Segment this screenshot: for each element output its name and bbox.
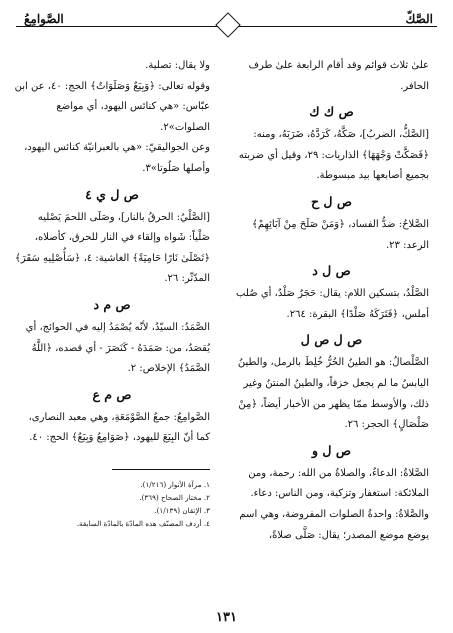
left-column-body bbox=[14, 56, 210, 449]
root-heading: ص ل ح bbox=[311, 193, 352, 209]
footnote: ٤. أردف المصنّف هذه المادّة بالمادّة السابقة. bbox=[76, 518, 210, 528]
entry-paragraph: ولا يقال: تصلية. bbox=[145, 60, 210, 71]
entry-paragraph: الصَّلْدُ، بتسكين اللام: يقال: حَجَرٌ صَلْدٌ، أي صُلب أملس، ﴿فَتَرَكَهُ صَلْدًا﴾ البقرة: ٢٦٤. bbox=[236, 288, 429, 320]
footnotes bbox=[14, 478, 210, 530]
right-column bbox=[234, 56, 429, 546]
entry-paragraph: وعن الجواليقيّ: «هي بالعبرانيّة كنائس اليهود، وأصلها صَلُوتا»٣. bbox=[24, 142, 210, 174]
entry-paragraph: [الصَّكُّ، الضربُ]، صَكَّهُ، كَرَدَّهُ، ضَرَبَهُ، ومنه: ﴿فَصَكَّتْ وَجْهَهَا﴾ الذاريات: ٢٩، وقيل أي ضربته بجميع أصابعها بيد مبسوطة. bbox=[238, 129, 429, 182]
entry-paragraph: الصَّلْصالُ: هو الطينُ الحُرُّ خُلِطَ بالرمل، والطينُ اليابسُ ما لم يجعل خزفاً، والطينُ المنتنُ وغير ذلك، والأوسط ممّا يظهر من الأخبار أيضاً، ﴿مِنْ صَلْصَالٍ﴾ الحجر: ٢٦. bbox=[237, 357, 429, 431]
header-left-title: الصَّوامِعُ bbox=[24, 12, 64, 26]
entry-paragraph: الصَّلاةُ: الدعاءُ، والصلاةُ من الله: رحمة، ومن الملائكة: استغفار وتزكية، ومن الناس: دعاء. bbox=[248, 467, 429, 500]
footnote: ١. مرآة الأنوار (١/٢١٦). bbox=[140, 479, 210, 489]
diamond-ornament-icon bbox=[215, 12, 240, 37]
root-heading: ص م د bbox=[93, 296, 131, 312]
root-heading: ص م ع bbox=[92, 386, 132, 402]
root-heading: ص ل د bbox=[312, 263, 351, 279]
entry-paragraph: والصَّلاةُ: واحدةُ الصلوات المفروضة، وهي اسم يوضع موضع المصدر؛ يقال: صَلَّى صلاةً، bbox=[239, 508, 429, 541]
left-column bbox=[14, 56, 210, 530]
footnote: ٣. الإتقان (١/١٣٩). bbox=[154, 505, 210, 515]
entry-paragraph: علىٰ ثلاث قوائم وقد أقام الرابعة علىٰ طرف الحافر. bbox=[248, 60, 429, 92]
footnote: ٢. مختار الصحاح (٣٦٩). bbox=[139, 492, 210, 502]
page-header bbox=[16, 8, 437, 32]
entry-paragraph: الصَّوامِعُ: جمعُ الصَّوْمَعَةِ، وهي معبد النصارى، كما أنّ البِيَعَ لليهود، ﴿صَوَامِعُ وَبِيَعٌ﴾ الحج: ٤٠. bbox=[28, 411, 210, 444]
root-heading: ص ك ك bbox=[309, 104, 354, 120]
entry-paragraph: وقوله تعالى: ﴿وَبِيَعٌ وَصَلَوَاتٌ﴾ الحج: ٤٠، عن ابن عبّاس: «هي كنائس اليهود، أي مواضع الصلوات»٢. bbox=[14, 80, 210, 133]
entry-paragraph: [الصَّلْيُ: الحرقُ بالنار]، وصَلَى اللحمَ يَصْليه صَلْياً: شَواه وإلقاء في النار للحرق، كأصلاه، ﴿تَصْلَىٰ نَارًا حَامِيَةً﴾ الغاشية: ٤، ﴿سَأُصْلِيهِ سَقَرَ﴾ المدّثّر: ٢٦. bbox=[14, 211, 210, 285]
footnote-rule bbox=[112, 469, 210, 470]
header-right-title: الصَّكّ bbox=[405, 12, 433, 26]
root-heading: ص ل و bbox=[312, 442, 351, 458]
root-heading: ص ل ي ٤ bbox=[85, 186, 139, 202]
entry-paragraph: الصَّلاحُ: ضدُّ الفساد، ﴿وَمَنْ صَلَحَ مِنْ آبَائِهِمْ﴾ الرعد: ٢٣. bbox=[251, 218, 429, 251]
entry-paragraph: الصَّمَدُ: السيّدُ، لأنّه يُصْمَدُ إليه في الحوائج، أي يُقصَدُ، من: صَمَدَهُ - كَنَصَرَ - أي قصده، ﴿اللَّهُ الصَّمَدُ﴾ الإخلاص: ٢. bbox=[25, 321, 210, 375]
root-heading: ص ل ص ل bbox=[300, 332, 363, 348]
page-number: ١٣١ bbox=[216, 610, 237, 625]
